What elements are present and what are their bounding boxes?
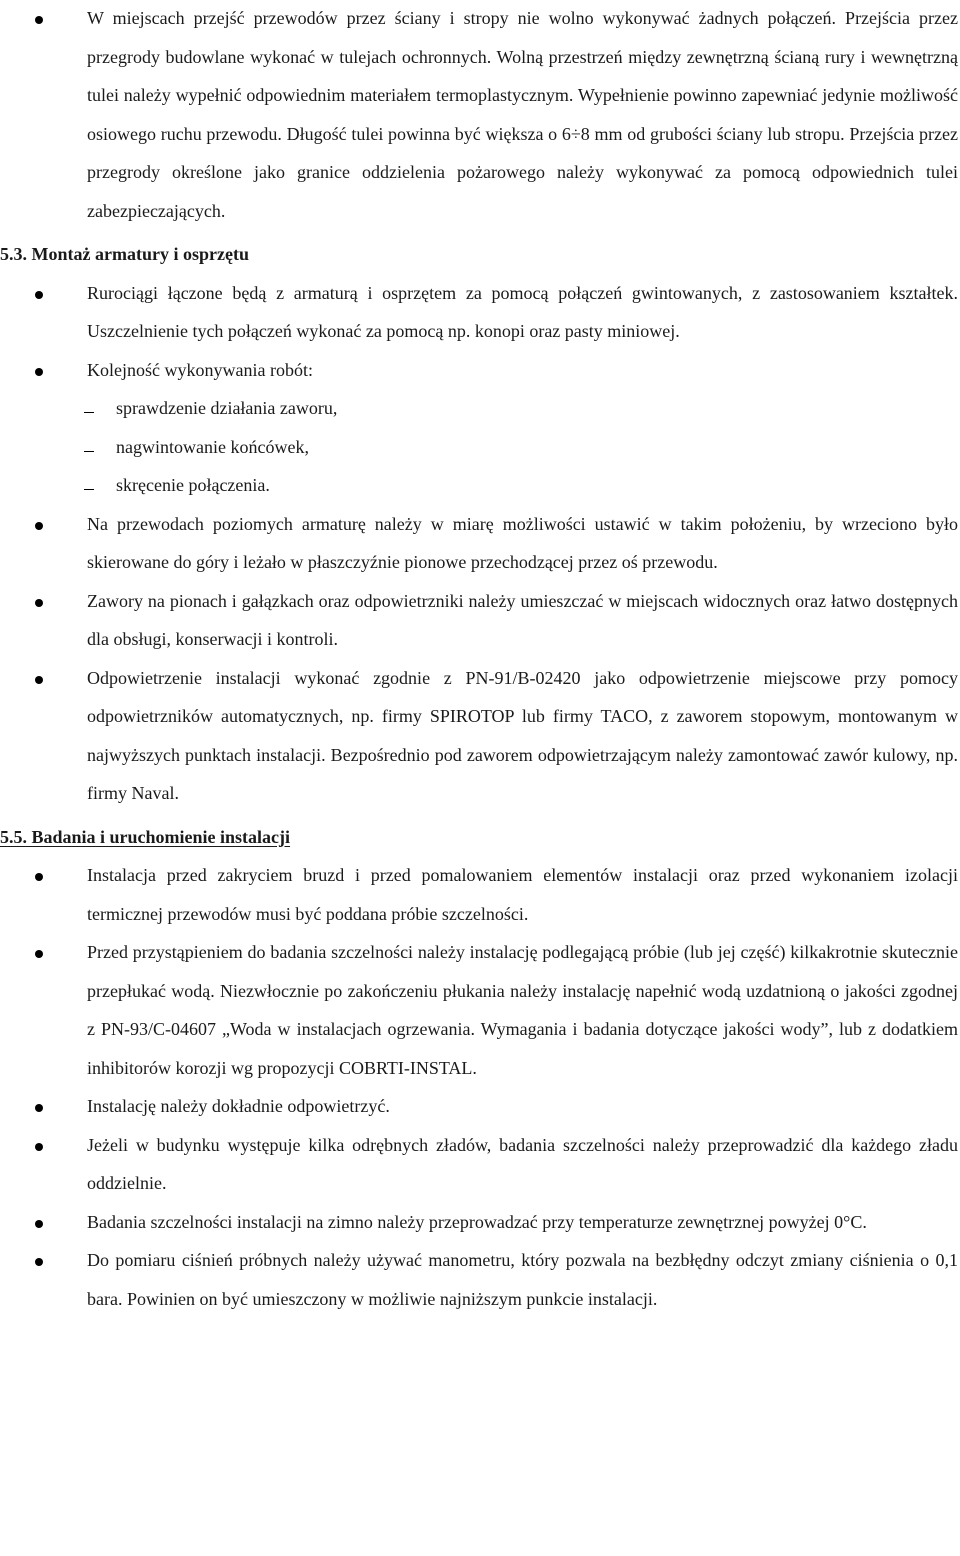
bullet-item-flushing — [0, 933, 960, 1087]
bullet-item-venting — [0, 659, 960, 813]
bullet-item-deaeration — [0, 1087, 960, 1126]
paragraph-text: Badania szczelności instalacji na zimno należy przeprowadzać przy temperaturze zewnętrznej powyżej 0°C. — [87, 1211, 867, 1232]
paragraph-text: W miejscach przejść przewodów przez ściany i stropy nie wolno wykonywać żadnych połączeń. Przejścia przez przegrody budowlane wykonać w tulejach ochronnych. Wolną przestrzeń między zewnętrzną ścianą rury i wewnętrzną tulei należy wypełnić odpowiednim materiałem termoplastycznym. Wypełnienie powinno zapewniać jedynie możliwość osiowego ruchu przewodu. Długość tulei powinna być większa o 6÷8 mm od grubości ściany lub stropu. Przejścia przez przegrody określone jako granice oddzielenia pożarowego należy wykonywać za pomocą odpowiednich tulei zabezpieczających. — [87, 8, 958, 221]
bullet-icon — [35, 873, 43, 881]
dash-item-2 — [0, 428, 960, 467]
bullet-icon — [35, 1220, 43, 1228]
paragraph-text: Do pomiaru ciśnień próbnych należy używać manometru, który pozwala na bezbłędny odczyt zmiany ciśnienia o 0,1 bara. Powinien on być umieszczony w możliwie najniższym punkcie instalacji. — [87, 1250, 958, 1309]
bullet-item-valves-placement — [0, 582, 960, 659]
dash-item-text: skręcenie połączenia. — [116, 475, 270, 495]
bullet-item-manometer — [0, 1241, 960, 1318]
dash-item-text: nagwintowanie końcówek, — [116, 436, 309, 457]
paragraph-text: Instalacja przed zakryciem bruzd i przed pomalowaniem elementów instalacji oraz przed wykonaniem izolacji termicznej przewodów musi być poddana próbie szczelności. — [87, 865, 958, 924]
section-heading-5-5: 5.5. Badania i uruchomienie instalacji — [0, 826, 291, 847]
dash-icon — [84, 489, 94, 490]
bullet-item-horizontal-pipes — [0, 505, 960, 582]
dash-item-3 — [0, 466, 960, 505]
bullet-icon — [35, 291, 43, 299]
dash-icon — [84, 412, 94, 413]
bullet-icon — [35, 16, 43, 24]
paragraph-text: Zawory na pionach i gałązkach oraz odpowietrzniki należy umieszczać w miejscach widocznych oraz łatwo dostępnych dla obsługi, konserwacji i kontroli. — [87, 590, 958, 649]
paragraph-text: Jeżeli w budynku występuje kilka odrębnych zładów, badania szczelności należy przeprowadzić dla każdego zładu oddzielnie. — [87, 1134, 958, 1193]
bullet-item-work-order — [0, 351, 960, 390]
bullet-icon — [35, 368, 43, 376]
paragraph-text: Odpowietrzenie instalacji wykonać zgodnie z PN-91/B-02420 jako odpowietrzenie miejscowe przy pomocy odpowietrzników automatycznych, np. firmy SPIROTOP lub firmy TACO, z zaworem stopowym, montowanym w najwyższych punktach instalacji. Bezpośrednio pod zaworem odpowietrzającym należy zamontować zawór kulowy, np. firmy Naval. — [87, 667, 958, 803]
bullet-icon — [35, 676, 43, 684]
bullet-icon — [35, 1143, 43, 1151]
bullet-item-separate-circuits — [0, 1126, 960, 1203]
bullet-icon — [35, 522, 43, 530]
paragraph-text: Rurociągi łączone będą z armaturą i osprzętem za pomocą połączeń gwintowanych, z zastosowaniem kształtek. Uszczelnienie tych połączeń wykonać za pomocą np. konopi oraz pasty miniowej. — [87, 282, 958, 341]
bullet-item-pipe-connections — [0, 274, 960, 351]
bullet-item-leak-test — [0, 856, 960, 933]
dash-item-text: sprawdzenie działania zaworu, — [116, 398, 338, 418]
bullet-item-wall-penetrations — [0, 0, 960, 230]
bullet-icon — [35, 950, 43, 958]
dash-item-1 — [0, 389, 960, 428]
bullet-icon — [35, 1104, 43, 1112]
section-heading-5-3: 5.3. Montaż armatury i osprzętu — [0, 244, 249, 264]
paragraph-text: Na przewodach poziomych armaturę należy w miarę możliwości ustawić w takim położeniu, by wrzeciono było skierowane do góry i leżało w płaszczyźnie pionowe przechodzącej przez oś przewodu. — [87, 513, 958, 572]
paragraph-text: Kolejność wykonywania robót: — [87, 359, 313, 380]
bullet-icon — [35, 1258, 43, 1266]
bullet-icon — [35, 599, 43, 607]
paragraph-text: Instalację należy dokładnie odpowietrzyć. — [87, 1096, 390, 1116]
bullet-item-cold-test-temperature — [0, 1203, 960, 1242]
dash-icon — [84, 451, 94, 452]
paragraph-text: Przed przystąpieniem do badania szczelności należy instalację podlegającą próbie (lub jej część) kilkakrotnie skutecznie przepłukać wodą. Niezwłocznie po zakończeniu płukania należy instalację napełnić wodą uzdatnioną o jakości zgodnej z PN-93/C-04607 „Woda w instalacjach ogrzewania. Wymagania i badania dotyczące jakości wody”, lub z dodatkiem inhibitorów korozji wg propozycji COBRTI-INSTAL. — [87, 942, 958, 1078]
